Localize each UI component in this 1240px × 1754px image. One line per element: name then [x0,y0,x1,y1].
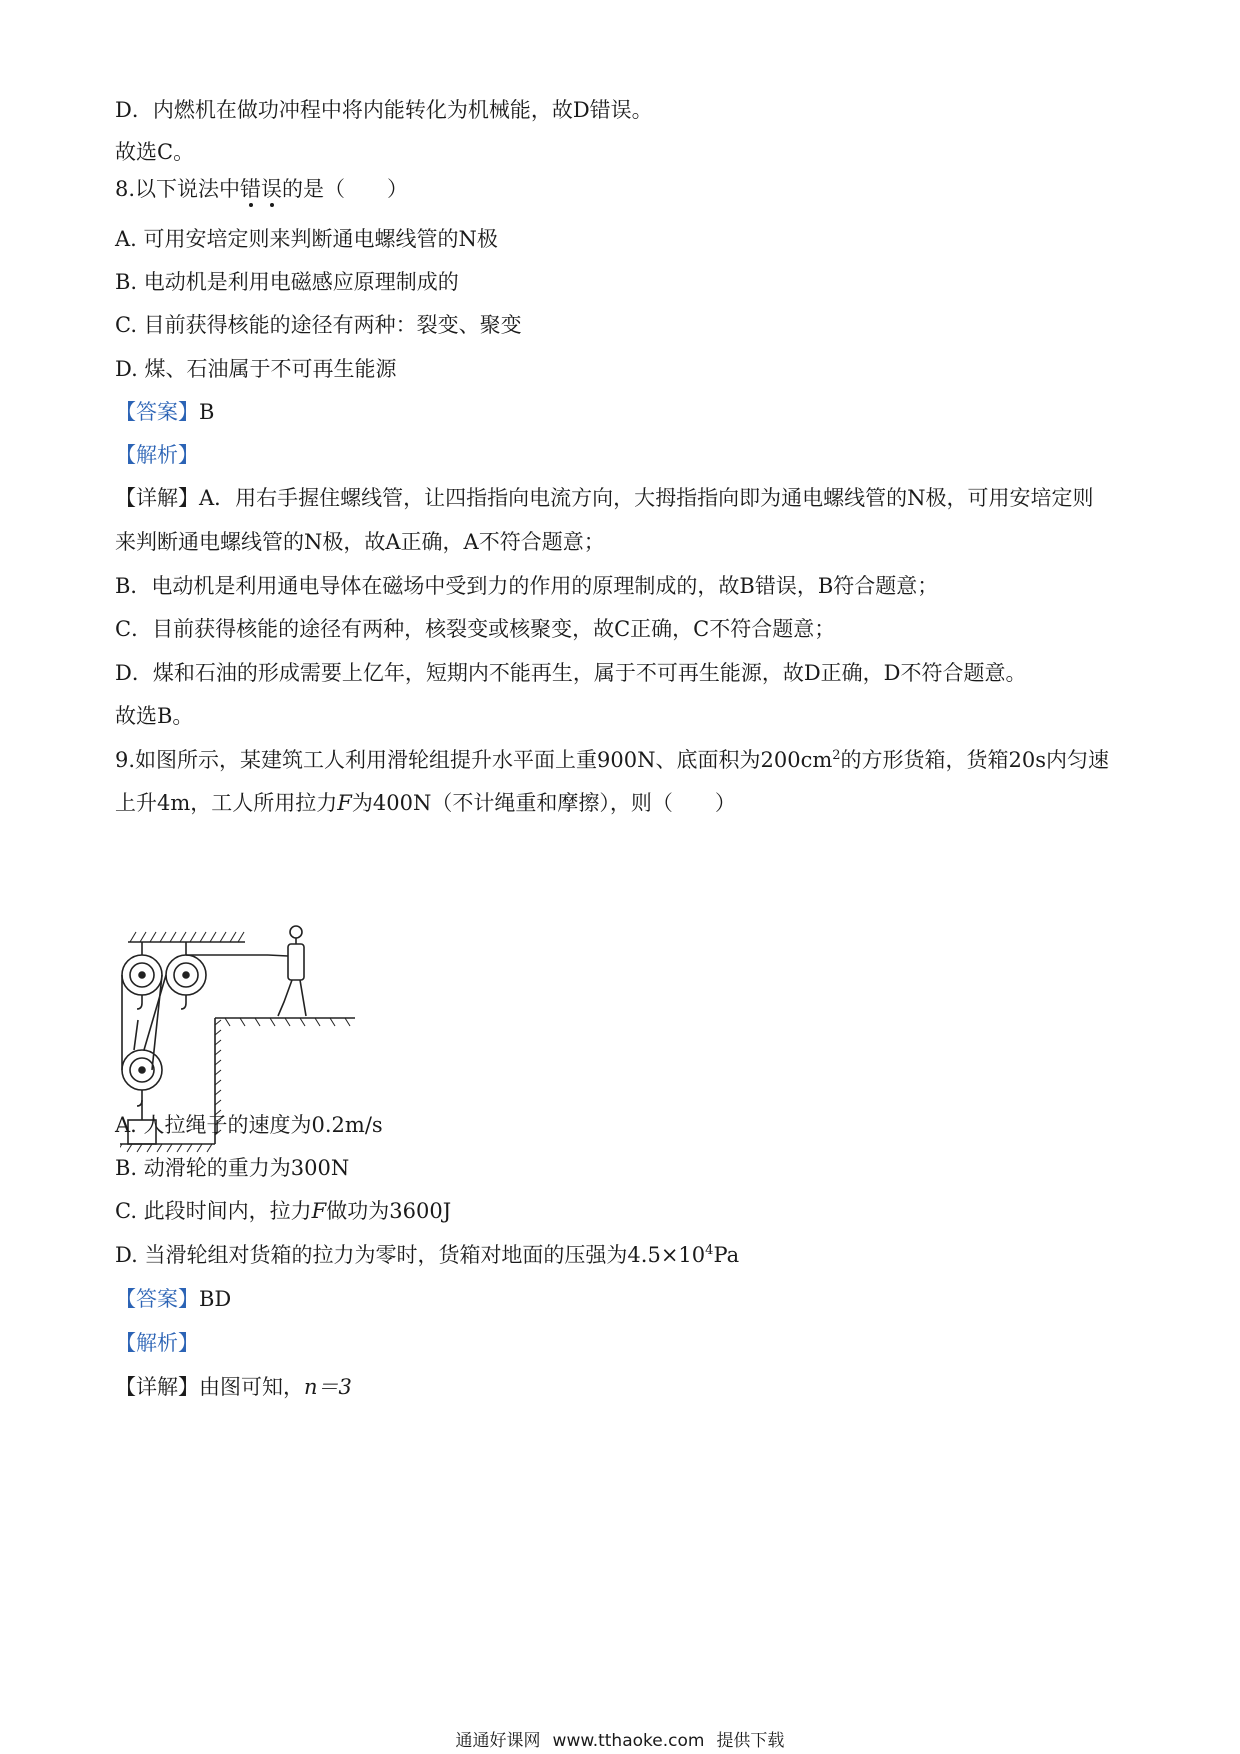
q9-answer-tag: 【答案】 [115,1287,199,1311]
q9-detail-text: 由图可知， [199,1375,304,1399]
q8-option-d: D. 煤、石油属于不可再生能源 [115,357,397,381]
q8-detail-a-1 [115,483,1094,513]
q8-answer [115,397,214,427]
q9-detail-tag: 【详解】 [115,1375,199,1399]
q8-analysis-label: 【解析】 [115,443,199,467]
q8-stem-emphasis-2: 误 [261,177,283,201]
q9-option-d-sup: 4 [705,1243,714,1258]
q8-option-c: C. 目前获得核能的途径有两种：裂变、聚变 [115,313,522,337]
q9-analysis-tag [115,1328,199,1358]
q8-detail-d: D．煤和石油的形成需要上亿年，短期内不能再生，属于不可再生能源，故D正确，D不符合题意。 [115,661,1027,685]
q8-stem-post: 的是（ ） [282,177,409,201]
q9-stem-1b: 的方形货箱，货箱20s内匀速 [840,748,1110,772]
q9-stem-force-symbol: F [337,791,352,815]
q8-detail-a-text: A．用右手握住螺线管，让四指指向电流方向，大拇指指向即为通电螺线管的N极，可用安培定则 [199,486,1094,510]
q8-option-b: B. 电动机是利用电磁感应原理制成的 [115,270,459,294]
q8-detail-b: B．电动机是利用通电导体在磁场中受到力的作用的原理制成的，故B错误，B符合题意； [115,574,939,598]
q8-stem-pre: 8.以下说法中 [115,177,241,201]
q8-choice: 故选B。 [115,704,194,728]
footer-url[interactable]: www.tthaoke.com [552,1731,705,1751]
q9-detail-formula: n＝3 [304,1375,352,1399]
q9-option-c-b: 做功为3600J [326,1199,452,1223]
q9-option-d-a: D. 当滑轮组对货箱的拉力为零时，货箱对地面的压强为4.5×10 [115,1243,706,1267]
q9-stem-2a: 上升4m，工人所用拉力 [115,791,338,815]
q8-stem [115,174,408,204]
q9-stem-line-1 [115,745,1109,775]
q9-answer [115,1284,231,1314]
q8-detail-a-2: 来判断通电螺线管的N极，故A正确，A不符合题意； [115,530,605,554]
q9-option-c-force-symbol: F [311,1199,327,1223]
footer-site-name: 通通好课网 [455,1731,541,1751]
q9-stem-line-2 [115,788,736,818]
q8-option-a: A. 可用安培定则来判断通电螺线管的N极 [115,227,498,251]
q9-stem-2b: 为400N（不计绳重和摩擦），则（ ） [351,791,736,815]
q9-option-d [115,1240,739,1270]
q9-stem-sup: 2 [832,748,841,763]
q9-option-c-a: C. 此段时间内，拉力 [115,1199,312,1223]
q8-stem-emphasis-1: 错 [240,177,262,201]
prev-option-d-explanation: D．内燃机在做功冲程中将内能转化为机械能，故D错误。 [115,98,653,122]
q9-option-c [115,1196,451,1226]
q8-detail-tag: 【详解】 [115,486,199,510]
q9-option-d-b: Pa [713,1243,740,1267]
q8-answer-tag: 【答案】 [115,400,199,424]
footer-note: 提供下载 [716,1731,785,1751]
q9-stem-1a: 9.如图所示，某建筑工人利用滑轮组提升水平面上重900N、底面积为200cm [115,748,833,772]
page-footer [0,1726,1240,1751]
q9-detail [115,1372,352,1402]
q9-answer-value: BD [199,1287,232,1311]
q8-analysis-tag [115,440,199,470]
q9-option-b: B. 动滑轮的重力为300N [115,1156,350,1180]
q9-option-a: A. 人拉绳子的速度为0.2m/s [115,1113,383,1137]
q8-detail-c: C．目前获得核能的途径有两种，核裂变或核聚变，故C正确，C不符合题意； [115,617,836,641]
q8-answer-value: B [199,400,215,424]
q9-analysis-label: 【解析】 [115,1331,199,1355]
prev-choice: 故选C。 [115,140,195,164]
